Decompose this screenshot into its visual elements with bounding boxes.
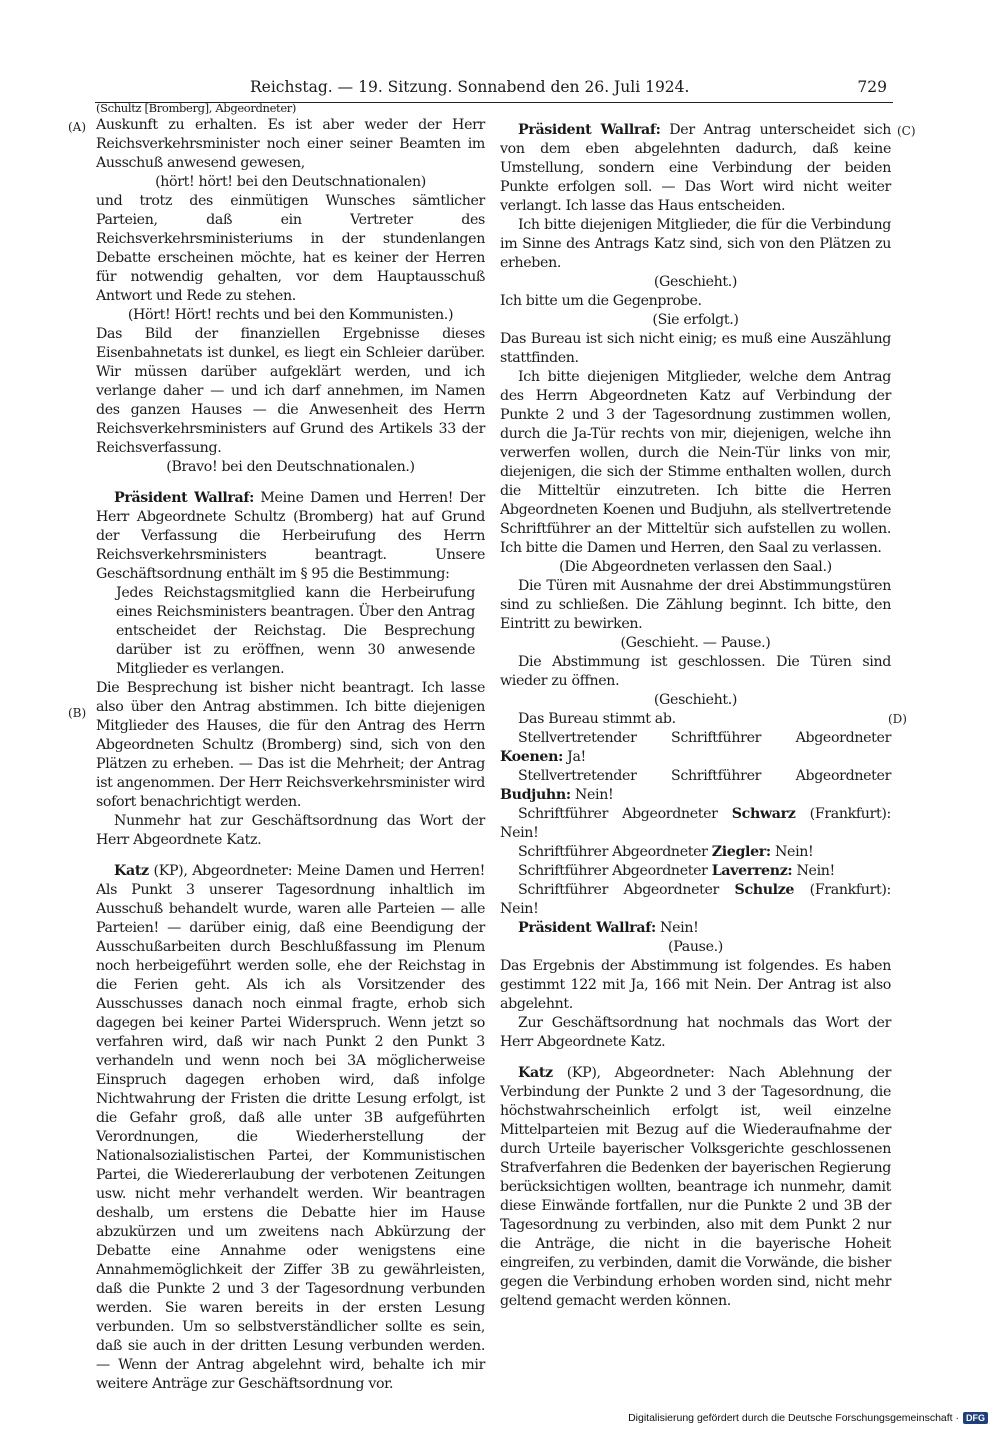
speech-text: (KP), Abgeordneter: Nach Ablehnung der Verbindung der Punkte 2 und 3 der Tagesordnung, die höchstwahrscheinlich erfolgt ist, weil einzelne Mittelparteien mit Bezug auf die Wiederaufnahme der durch Urteile bayerischer Volksgerichte geschlossenen Strafverfahren die Bedenken der bayerischen Regierung berücksichtigen wollten, beantrage ich nunmehr, damit diese Einwände fortfallen, nur die Punkte 2 und 3B der Tagesordnung zu verbinden, also mit dem Punkt 2 nur die Anträge, die nicht in die bayerische Hoheit eingreifen, zu verbinden, damit die Vorwände, die bisher gegen die Verbindung erhoben worden sind, nicht mehr geltend gemacht werden können. — [500, 1065, 891, 1309]
quote-block: Jedes Reichstagsmitglied kann die Herbeirufung eines Reichsministers beantragen. Über den Antrag entscheidet der Reichstag. Die Besprechung darüber ist zu eröffnen, wenn 30 anwesende Mitglieder es verlangen. — [116, 585, 475, 677]
paragraph: Die Abstimmung ist geschlossen. Die Türen sind wieder zu öffnen. — [500, 654, 891, 689]
interjection: (Hört! Hört! rechts und bei den Kommunisten.) — [127, 307, 454, 323]
running-title: Reichstag. — 19. Sitzung. Sonnabend den 26. Juli 1924. — [250, 78, 690, 96]
paragraph: und trotz des einmütigen Wunsches sämtlicher Parteien, daß ein Vertreter des Reichsverkehrsministeriums in der stundenlangen Debatte erscheinen möchte, hat es keiner der Herren für notwendig gehalten, vor dem Hauptausschuß Antwort und Rede zu stehen. — [96, 193, 485, 304]
vote-role: Schriftführer Abgeordneter — [518, 844, 712, 860]
speech-text: Meine Damen und Herren! Der Herr Abgeordnete Schultz (Bromberg) hat auf Grund der Verfassung die Herbeirufung des Herrn Reichsverkehrsministers beantragt. Unsere Geschäftsordnung enthält im § 95 die Bestimmung: — [96, 490, 485, 582]
vote-name: Koenen: — [500, 749, 563, 765]
vote-name: Schwarz — [731, 806, 796, 822]
vote-role: Schriftführer Abgeordneter — [518, 882, 735, 898]
vote-line — [500, 767, 891, 805]
margin-marker-a: (A) — [68, 120, 87, 134]
speaker-name: Präsident Wallraf: — [518, 122, 661, 138]
vote-answer: (Frankfurt): Nein! — [500, 882, 891, 917]
speech-block — [96, 489, 485, 584]
vote-answer: Ja! — [562, 749, 586, 765]
paragraph: Zur Geschäftsordnung hat nochmals das Wort der Herr Abgeordnete Katz. — [500, 1015, 891, 1050]
vote-line — [500, 805, 891, 843]
paragraph: Die Besprechung ist bisher nicht beantragt. Ich lasse also über den Antrag abstimmen. Ich bitte diejenigen Mitglieder des Hauses, die für den Antrag des Herrn Abgeordneten Schultz (Bromberg) sind, sich von den Plätzen zu erheben. — Das ist die Mehrheit; der Antrag ist angenommen. Der Herr Reichsverkehrsminister wird sofort benachrichtigt werden. — [96, 680, 485, 810]
speech-block — [96, 862, 485, 1394]
vote-line — [500, 843, 891, 862]
vote-role: Stellvertretender Schriftführer Abgeordneter — [518, 730, 891, 746]
speaker-name: Katz — [518, 1065, 553, 1081]
vote-role: Schriftführer Abgeordneter — [518, 863, 712, 879]
speech-block — [500, 919, 891, 938]
interjection: (Pause.) — [668, 939, 723, 955]
interjection: (Sie erfolgt.) — [652, 312, 739, 328]
speaker-name: Präsident Wallraf: — [518, 920, 656, 936]
vote-answer: Nein! — [570, 787, 614, 803]
speaker-name: Präsident Wallraf: — [114, 490, 255, 506]
margin-marker-b: (B) — [68, 706, 87, 720]
margin-marker-c: (C) — [897, 124, 916, 138]
paragraph: Die Türen mit Ausnahme der drei Abstimmungstüren sind zu schließen. Die Zählung beginnt. Ich bitte, den Eintritt zu bewirken. — [500, 578, 891, 632]
vote-name: Schulze — [734, 882, 795, 898]
paragraph: Nunmehr hat zur Geschäftsordnung das Wort der Herr Abgeordnete Katz. — [96, 813, 485, 848]
vote-line — [500, 881, 891, 919]
left-column — [96, 100, 485, 1394]
interjection: (Geschieht.) — [653, 274, 738, 290]
speech-block — [500, 121, 891, 216]
speech-text: Der Antrag unterscheidet sich von dem eben abgelehnten dadurch, daß keine Umstellung, sondern eine Verbindung der beiden Punkte erfolgen soll. — Das Wort wird nicht weiter verlangt. Ich lasse das Haus entscheiden. — [500, 122, 891, 214]
vote-line — [500, 862, 891, 881]
vote-name: Ziegler: — [711, 844, 771, 860]
interjection: (Bravo! bei den Deutschnationalen.) — [166, 459, 415, 475]
paragraph: Das Ergebnis der Abstimmung ist folgendes. Es haben gestimmt 122 mit Ja, 166 mit Nein. Der Antrag ist also abgelehnt. — [500, 958, 891, 1012]
paragraph: Das Bild der finanziellen Ergebnisse dieses Eisenbahnetats ist dunkel, es liegt ein Schleier darüber. Wir müssen darüber aufgeklärt werden, und ich verlange daher — und ich darf annehmen, im Namen des ganzen Hauses — die Anwesenheit des Herrn Reichsverkehrsministers auf Grund des Artikels 33 der Reichsverfassung. — [96, 326, 485, 456]
interjection: (Die Abgeordneten verlassen den Saal.) — [559, 559, 832, 575]
paragraph: Ich bitte um die Gegenprobe. — [500, 293, 702, 309]
speech-text: (KP), Abgeordneter: Meine Damen und Herren! Als Punkt 3 unserer Tagesordnung inhaltlich im Ausschuß behandelt wurde, waren alle Parteien — alle Parteien! — darüber einig, daß eine Beendigung der Ausschußarbeiten durch Beschlußfassung im Plenum noch herbeigeführt werden solle, ehe der Reichstag in die Ferien geht. Als ich als Vorsitzender des Ausschusses danach noch einmal fragte, erhob sich dagegen bei keiner Partei Widerspruch. Wenn jetzt so verfahren wird, daß wir nach Punkt 2 den Punkt 3 verhandeln und wenn noch bei 3A möglicherweise Einspruch dagegen erhoben wird, daß infolge Nichtwahrung der Fristen die dritte Lesung erfolgt, ist die Gefahr groß, daß alle unter 3B aufgeführten Verordnungen, die Wiederherstellung der Nationalsozialistischen Partei, der Kommunistischen Partei, die Wiedererlaubung der verbotenen Zeitungen usw. nicht mehr verhandelt werden. Wir beantragen deshalb, um erstens die Debatte hier im Hause abzukürzen und um zweitens nach Abkürzung der Debatte eine Annahme oder wenigstens eine Annahmemöglichkeit der Ziffer 3B zu gewährleisten, daß die Punkte 2 und 3 der Tagesordnung verbunden werden. Sie waren bereits in der ersten Lesung verbunden. Um so selbstverständlicher sollte es sein, daß sie auch in der dritten Lesung verbunden werden. — Wenn der Antrag abgelehnt wird, behalte ich mir weitere Anträge zur Geschäftsordnung vor. — [96, 863, 485, 1392]
speech-block — [500, 1064, 891, 1311]
margin-marker-d: (D) — [888, 712, 907, 726]
paragraph: Das Bureau ist sich nicht einig; es muß eine Auszählung stattfinden. — [500, 331, 891, 366]
speech-text: Nein! — [655, 920, 699, 936]
paragraph: Auskunft zu erhalten. Es ist aber weder der Herr Reichsverkehrsminister noch einer seiner Beamten im Ausschuß anwesend gewesen, — [96, 117, 485, 171]
interjection: (Geschieht.) — [653, 692, 738, 708]
vote-role: Schriftführer Abgeordneter — [518, 806, 732, 822]
paragraph: Das Bureau stimmt ab. — [518, 711, 676, 727]
vote-answer: Nein! — [792, 863, 835, 879]
interjection: (Geschieht. — Pause.) — [620, 635, 771, 651]
interjection: (hört! hört! bei den Deutschnationalen) — [155, 174, 426, 190]
paragraph: Ich bitte diejenigen Mitglieder, welche dem Antrag des Herrn Abgeordneten Katz auf Verbindung der Punkte 2 und 3 der Tagesordnung zustimmen wollen, durch die Ja-Tür rechts von mir, diejenigen, welche ihn verwerfen wollen, durch die Nein-Tür links von mir, diejenigen, die sich der Stimme enthalten wollen, durch die Mitteltür einzutreten. Ich bitte die Herren Abgeordneten Koenen und Budjuhn, als stellvertretende Schriftführer an der Mitteltür sich aufstellen zu wollen. Ich bitte die Damen und Herren, den Saal zu verlassen. — [500, 369, 891, 556]
vote-line — [500, 729, 891, 767]
footer-credit: Digitalisierung gefördert durch die Deutsche Forschungsgemeinschaft · — [628, 1412, 959, 1424]
vote-name: Laverrenz: — [711, 863, 793, 879]
vote-answer: Nein! — [770, 844, 814, 860]
page-footer — [628, 1412, 988, 1424]
vote-role: Stellvertretender Schriftführer Abgeordneter — [518, 768, 891, 784]
dfg-logo: DFG — [963, 1412, 988, 1424]
right-column — [500, 121, 891, 1311]
vote-answer: (Frankfurt): Nein! — [500, 806, 891, 841]
vote-name: Budjuhn: — [500, 787, 571, 803]
speaker-name: Katz — [114, 863, 149, 879]
speaker-tag: (Schultz [Bromberg], Abgeordneter) — [96, 101, 297, 115]
page-number: 729 — [857, 78, 887, 96]
paragraph: Ich bitte diejenigen Mitglieder, die für die Verbindung im Sinne des Antrags Katz sind, sich von den Plätzen zu erheben. — [500, 217, 891, 271]
